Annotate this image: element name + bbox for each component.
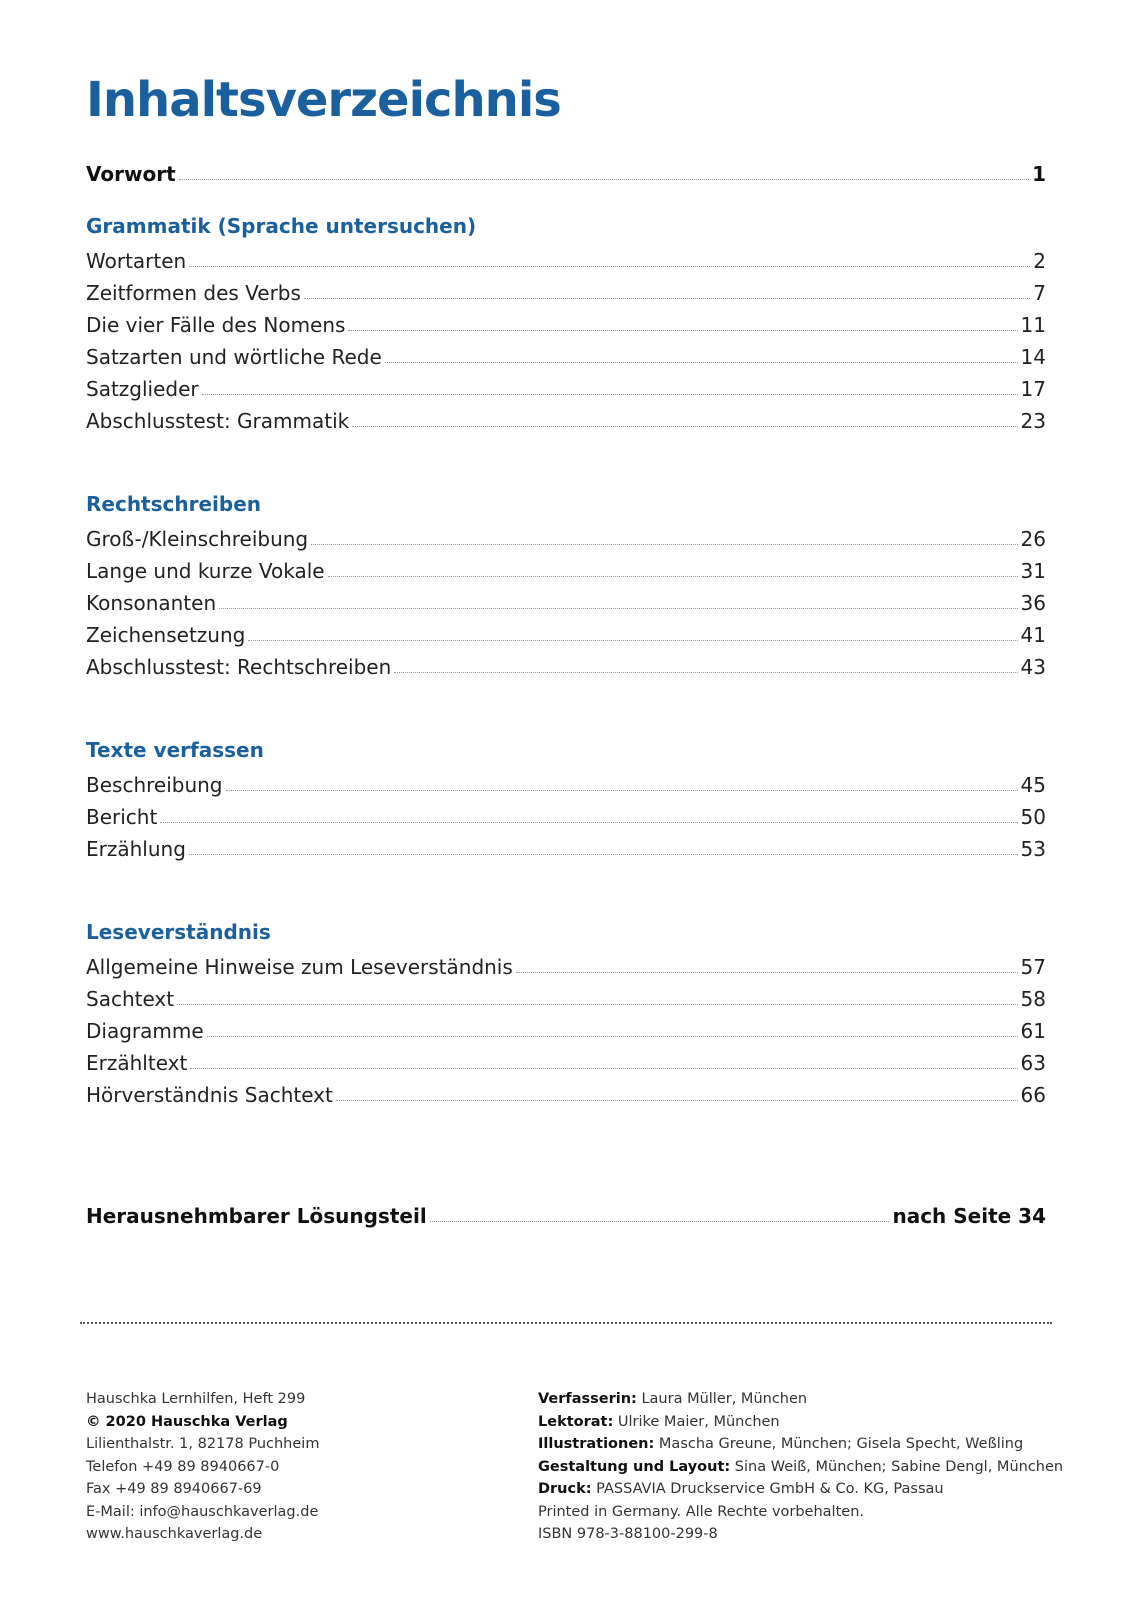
dot-leader: [336, 1099, 1018, 1101]
imprint-website[interactable]: www.hauschkaverlag.de: [86, 1526, 263, 1542]
toc-entry-label: Vorwort: [86, 162, 176, 186]
credit-rights: Printed in Germany. Alle Rechte vorbehalten.: [538, 1503, 864, 1520]
toc-entry-page: 41: [1020, 623, 1046, 647]
credit-illustrations: Illustrationen: Mascha Greune, München; Gisela Specht, Weßling: [538, 1436, 1024, 1452]
toc-entry-page: 11: [1020, 313, 1046, 337]
toc-entry-page: 23: [1020, 409, 1046, 433]
toc-entry-page: 26: [1020, 527, 1046, 551]
toc-entry[interactable]: [86, 401, 1046, 433]
dot-leader: [226, 789, 1018, 791]
toc-entry[interactable]: [86, 647, 1046, 679]
toc-entry-page: 1: [1032, 162, 1046, 186]
toc-entry-page: 31: [1020, 559, 1046, 583]
toc-entry-page: 61: [1020, 1019, 1046, 1043]
imprint-phone: Telefon +49 89 8940667-0: [86, 1458, 280, 1475]
toc-entry-label: Bericht: [86, 805, 158, 829]
imprint-series: Hauschka Lernhilfen, Heft 299: [86, 1391, 306, 1407]
toc-entry-label: Groß-/Kleinschreibung: [86, 527, 309, 551]
toc-entry-page: 2: [1033, 249, 1046, 273]
toc-entry-page: 50: [1020, 805, 1046, 829]
imprint-email[interactable]: E-Mail: info@hauschkaverlag.de: [86, 1503, 319, 1520]
section-heading-leseverstaendnis: Leseverständnis: [86, 920, 271, 944]
toc-entry[interactable]: [86, 1075, 1046, 1107]
page-title: Inhaltsverzeichnis: [86, 72, 561, 128]
dot-leader: [394, 671, 1017, 673]
credit-print: Druck: PASSAVIA Druckservice GmbH & Co. KG, Passau: [538, 1481, 944, 1497]
toc-entry-page: nach Seite 34: [892, 1204, 1046, 1228]
toc-entry[interactable]: [86, 369, 1046, 401]
toc-entry-page: 14: [1020, 345, 1046, 369]
toc-entry-page: 43: [1020, 655, 1046, 679]
credit-editor: Lektorat: Ulrike Maier, München: [538, 1413, 780, 1430]
credit-design: Gestaltung und Layout: Sina Weiß, München; Sabine Dengl, München: [538, 1458, 1064, 1475]
imprint-credits: [538, 1388, 1063, 1546]
toc-entry-label: Erzähltext: [86, 1051, 188, 1075]
section-heading-texte-verfassen: Texte verfassen: [86, 738, 264, 762]
section-heading-rechtschreiben: Rechtschreiben: [86, 492, 262, 516]
imprint-fax: Fax +49 89 8940667-69: [86, 1481, 262, 1497]
dot-leader: [348, 329, 1017, 331]
toc-entry[interactable]: [86, 305, 1046, 337]
toc-entry-page: 57: [1020, 955, 1046, 979]
toc-entry[interactable]: [86, 273, 1046, 305]
toc-entry-label: Diagramme: [86, 1019, 204, 1043]
toc-entry-vorwort[interactable]: [86, 154, 1046, 186]
dot-leader: [311, 543, 1017, 545]
toc-entry-page: 66: [1020, 1083, 1046, 1107]
toc-entry-page: 7: [1033, 281, 1046, 305]
dot-leader: [352, 425, 1017, 427]
toc-entry-label: Wortarten: [86, 249, 187, 273]
toc-entry-label: Beschreibung: [86, 773, 223, 797]
toc-entry-label: Abschlusstest: Rechtschreiben: [86, 655, 392, 679]
toc-entry-label: Satzarten und wörtliche Rede: [86, 345, 382, 369]
toc-entry-label: Lange und kurze Vokale: [86, 559, 325, 583]
dot-leader: [202, 393, 1018, 395]
toc-entry-label: Zeitformen des Verbs: [86, 281, 301, 305]
dot-leader: [304, 297, 1030, 299]
dot-leader: [385, 361, 1018, 363]
toc-entry-page: 53: [1020, 837, 1046, 861]
toc-entry[interactable]: [86, 551, 1046, 583]
toc-entry-page: 36: [1020, 591, 1046, 615]
dot-leader: [207, 1035, 1018, 1037]
toc-entry[interactable]: [86, 947, 1046, 979]
toc-entry-label: Erzählung: [86, 837, 186, 861]
toc-entry[interactable]: [86, 583, 1046, 615]
toc-entry-label: Sachtext: [86, 987, 175, 1011]
toc-entry-page: 63: [1020, 1051, 1046, 1075]
toc-entry-page: 17: [1020, 377, 1046, 401]
toc-entry[interactable]: [86, 1043, 1046, 1075]
toc-entry[interactable]: [86, 241, 1046, 273]
credit-isbn: ISBN 978-3-88100-299-8: [538, 1526, 718, 1542]
toc-entry[interactable]: [86, 765, 1046, 797]
credit-author: Verfasserin: Laura Müller, München: [538, 1391, 808, 1407]
dot-leader: [248, 639, 1017, 641]
toc-entry-label: Abschlusstest: Grammatik: [86, 409, 350, 433]
toc-entry[interactable]: [86, 979, 1046, 1011]
dot-leader: [177, 1003, 1017, 1005]
toc-entry-label: Satzglieder: [86, 377, 199, 401]
dot-leader: [190, 1067, 1017, 1069]
dot-leader: [160, 821, 1017, 823]
toc-entry-loesungsteil[interactable]: [86, 1196, 1046, 1228]
toc-entry[interactable]: [86, 797, 1046, 829]
toc-entry-label: Die vier Fälle des Nomens: [86, 313, 346, 337]
toc-entry-page: 45: [1020, 773, 1046, 797]
footer-divider: [80, 1322, 1052, 1324]
toc-entry[interactable]: [86, 337, 1046, 369]
dot-leader: [219, 607, 1017, 609]
toc-entry-label: Hörverständnis Sachtext: [86, 1083, 333, 1107]
toc-entry[interactable]: [86, 829, 1046, 861]
toc-entry-page: 58: [1020, 987, 1046, 1011]
dot-leader: [516, 971, 1018, 973]
toc-entry-label: Konsonanten: [86, 591, 217, 615]
dot-leader: [189, 853, 1018, 855]
dot-leader: [430, 1220, 890, 1222]
toc-entry[interactable]: [86, 1011, 1046, 1043]
dot-leader: [189, 265, 1030, 267]
toc-entry[interactable]: [86, 519, 1046, 551]
toc-entry-label: Zeichensetzung: [86, 623, 246, 647]
toc-entry-label: Allgemeine Hinweise zum Leseverständnis: [86, 955, 513, 979]
dot-leader: [179, 178, 1029, 180]
section-heading-grammatik: Grammatik (Sprache untersuchen): [86, 214, 477, 238]
imprint-publisher: [86, 1388, 319, 1546]
imprint-address: Lilienthalstr. 1, 82178 Puchheim: [86, 1436, 320, 1452]
toc-entry[interactable]: [86, 615, 1046, 647]
toc-entry-label: Herausnehmbarer Lösungsteil: [86, 1204, 427, 1228]
imprint-copyright: © 2020 Hauschka Verlag: [86, 1413, 288, 1430]
dot-leader: [328, 575, 1018, 577]
